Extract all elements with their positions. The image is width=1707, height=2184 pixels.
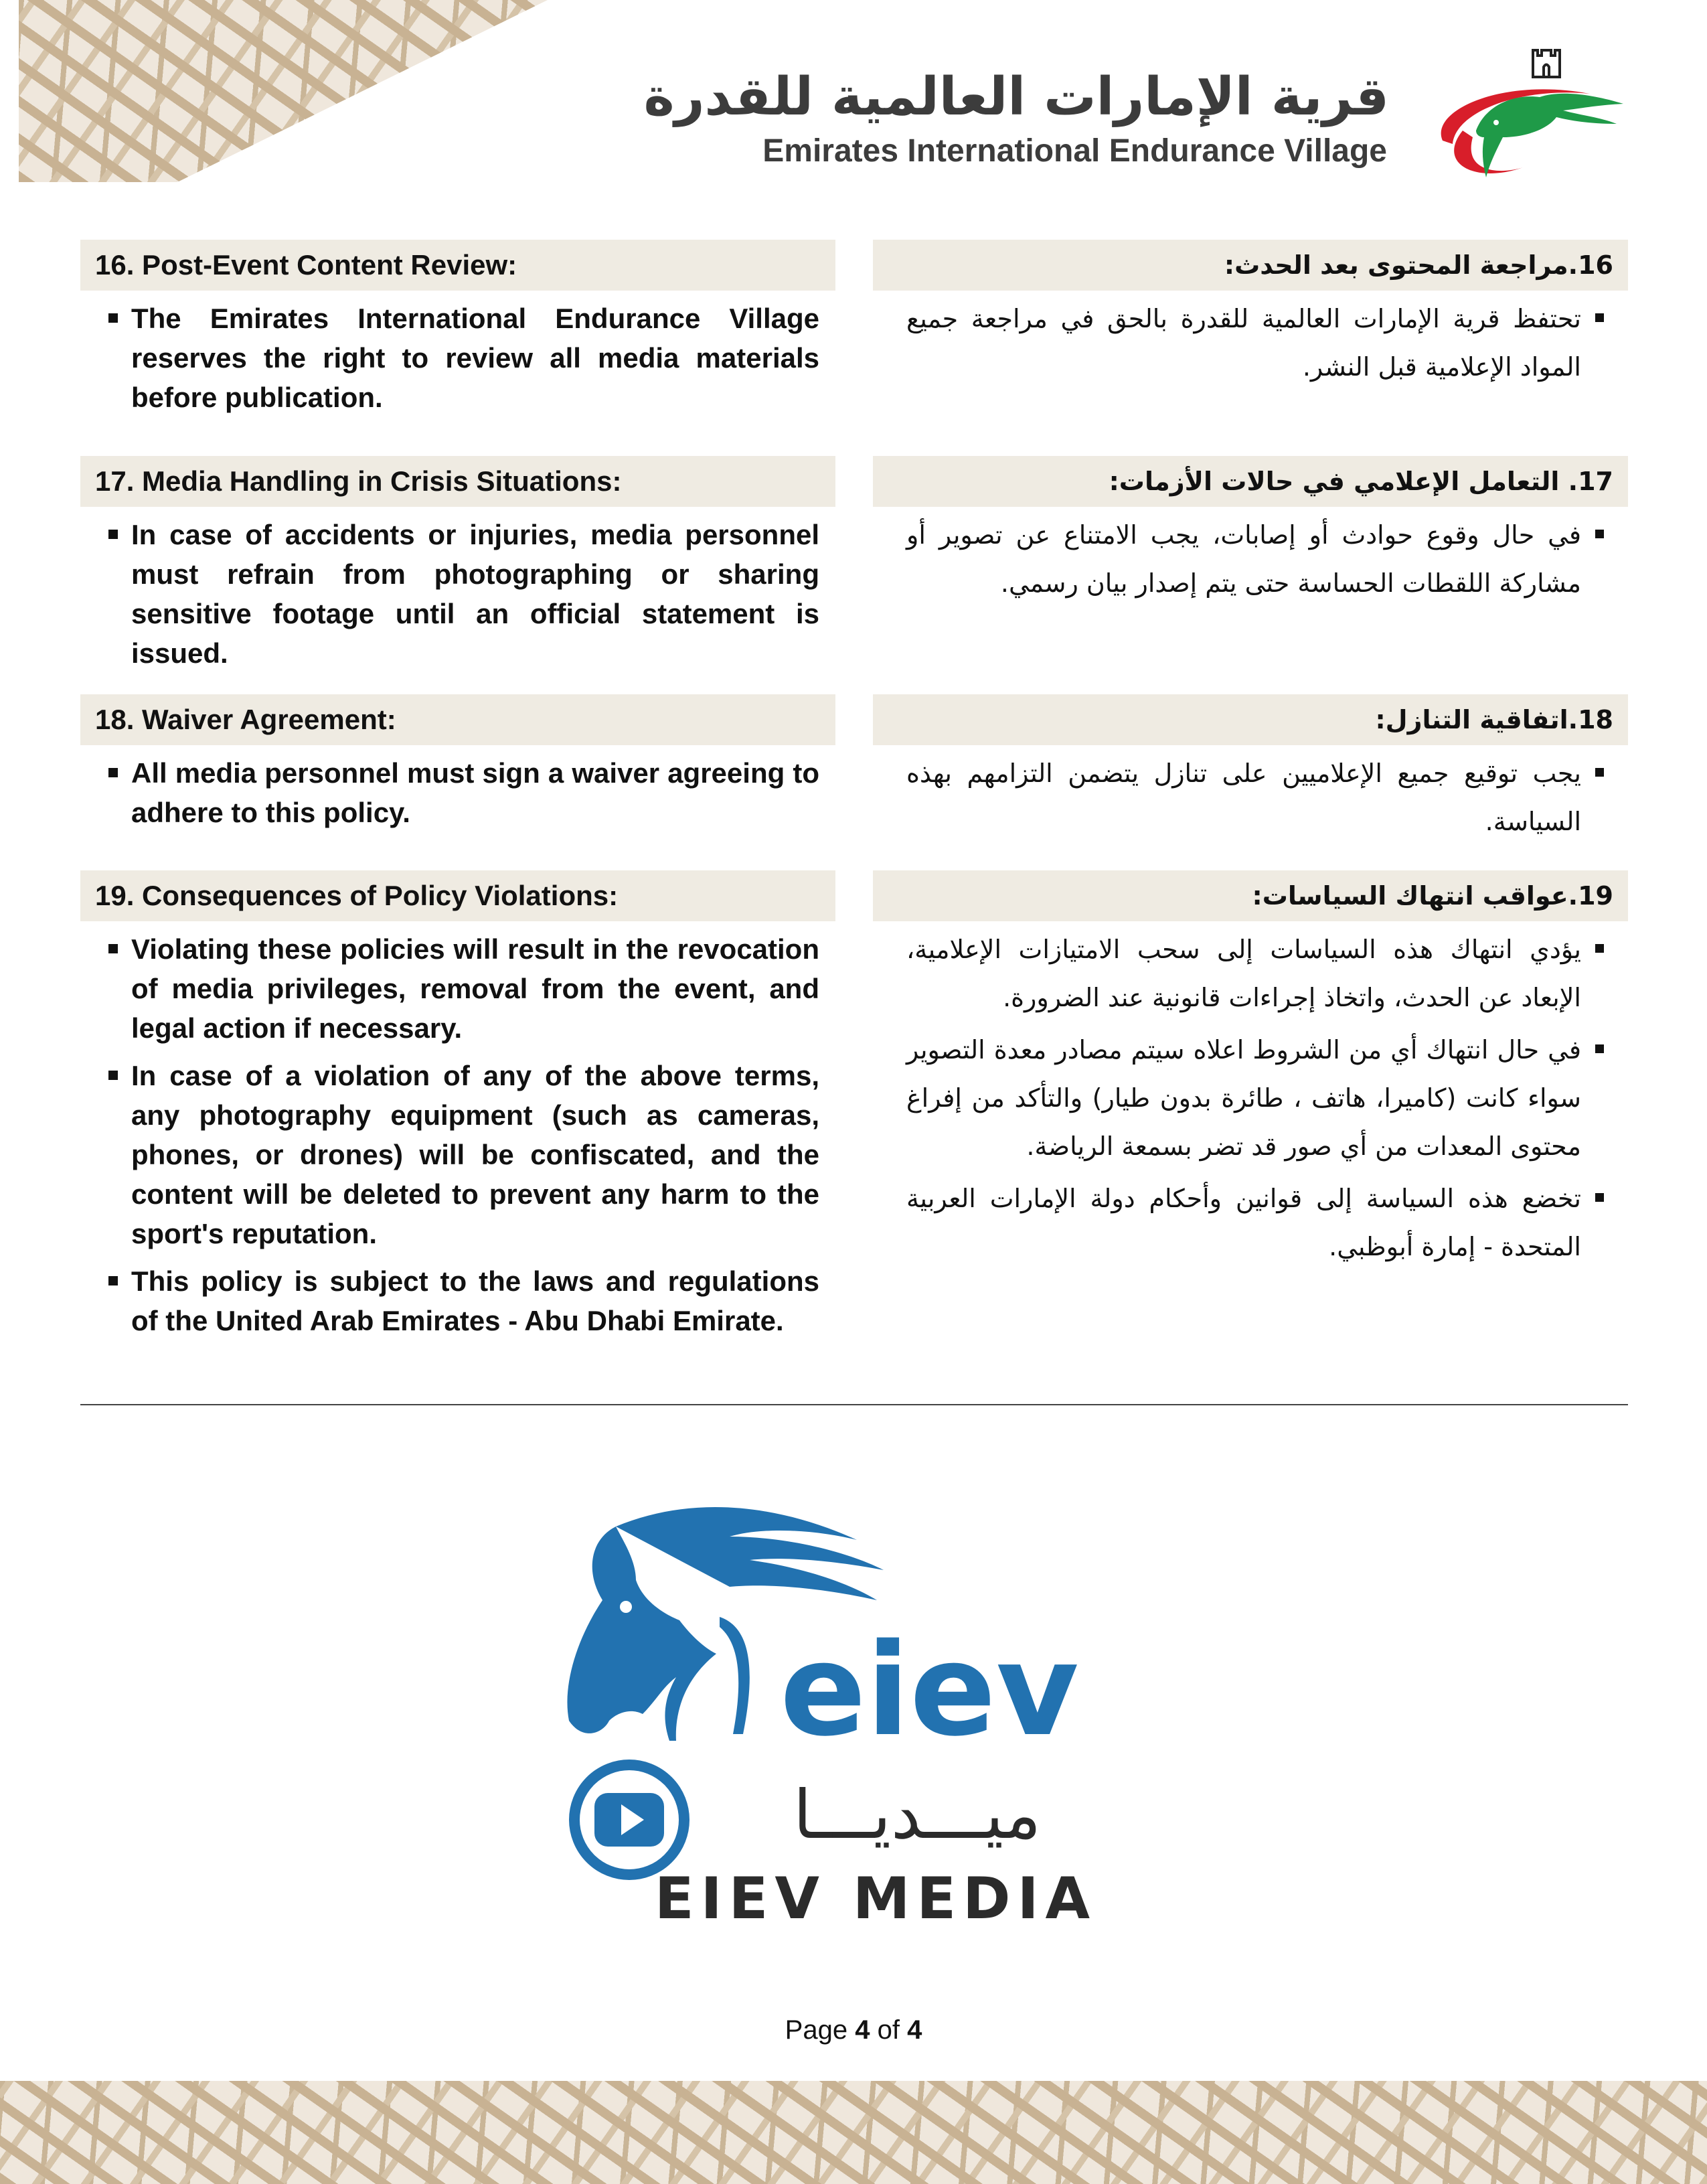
- list-item: This policy is subject to the laws and regulations of the United Arab Emirates - Abu Dhabi Emirate.: [80, 1261, 835, 1340]
- page-total: 4: [907, 2015, 922, 2045]
- section-19-english: [80, 870, 835, 1340]
- section-18-english: [80, 694, 835, 832]
- eiev-media-logo: [562, 1500, 1151, 1928]
- section-17-arabic: [873, 456, 1628, 607]
- list-item: In case of accidents or injuries, media personnel must refrain from photographing or sharing sensitive footage until an official statement is issued.: [80, 515, 835, 673]
- bullet-list: [873, 925, 1628, 1271]
- village-logo-icon: [1422, 30, 1637, 191]
- bullet-list: [873, 295, 1628, 391]
- bullet-list: [873, 511, 1628, 607]
- media-arabic-wordmark: ميـــديـــا: [793, 1776, 1042, 1854]
- section-heading: 17. Media Handling in Crisis Situations:: [80, 456, 835, 507]
- section-16-arabic: [873, 240, 1628, 391]
- list-item: All media personnel must sign a waiver agreeing to adhere to this policy.: [80, 753, 835, 832]
- eiev-wordmark: eiev: [780, 1616, 1079, 1764]
- section-18-arabic: [873, 694, 1628, 846]
- section-heading: 16. Post-Event Content Review:: [80, 240, 835, 291]
- section-17-english: [80, 456, 835, 673]
- section-19-arabic: [873, 870, 1628, 1271]
- list-item: The Emirates International Endurance Village reserves the right to review all media materials before publication.: [80, 299, 835, 417]
- page-of: of: [877, 2015, 900, 2045]
- header-title-arabic: قرية الإمارات العالمية للقدرة: [643, 67, 1389, 127]
- bullet-list: [80, 515, 835, 673]
- bullet-list: [873, 749, 1628, 846]
- section-16-english: [80, 240, 835, 417]
- list-item: في حال وقوع حوادث أو إصابات، يجب الامتناع عن تصوير أو مشاركة اللقطات الحساسة حتى يتم إصدار بيان رسمي.: [873, 511, 1628, 607]
- list-item: يجب توقيع جميع الإعلاميين على تنازل يتضمن التزامهم بهذه السياسة.: [873, 749, 1628, 846]
- section-heading: 18.اتفاقية التنازل:: [873, 694, 1628, 745]
- section-heading: 19.عواقب انتهاك السياسات:: [873, 870, 1628, 921]
- section-heading: 19. Consequences of Policy Violations:: [80, 870, 835, 921]
- section-divider: [80, 1404, 1628, 1405]
- section-heading: 18. Waiver Agreement:: [80, 694, 835, 745]
- footer-decorative-pattern: [0, 2081, 1707, 2184]
- bullet-list: [80, 929, 835, 1340]
- list-item: في حال انتهاك أي من الشروط اعلاه سيتم مصادر معدة التصوير سواء كانت (كاميرا، هاتف ، طائرة بدون طيار) والتأكد من إفراغ محتوى المعدات من أي صور قد تضر بسمعة الرياضة.: [873, 1026, 1628, 1170]
- section-heading: 17. التعامل الإعلامي في حالات الأزمات:: [873, 456, 1628, 507]
- list-item: يؤدي انتهاك هذه السياسات إلى سحب الامتيازات الإعلامية، الإبعاد عن الحدث، واتخاذ إجراءات قانونية عند الضرورة.: [873, 925, 1628, 1022]
- media-english-wordmark: EIEV MEDIA: [654, 1865, 1097, 1928]
- page-prefix: Page: [785, 2015, 848, 2045]
- header-title-english: Emirates International Endurance Village: [762, 133, 1387, 169]
- play-icon: [574, 1765, 684, 1875]
- header-decorative-pattern: [19, 0, 548, 182]
- bullet-list: [80, 753, 835, 832]
- page-current: 4: [855, 2015, 870, 2045]
- bullet-list: [80, 299, 835, 417]
- page-number: [0, 2015, 1707, 2045]
- list-item: تحتفظ قرية الإمارات العالمية للقدرة بالحق في مراجعة جميع المواد الإعلامية قبل النشر.: [873, 295, 1628, 391]
- list-item: Violating these policies will result in the revocation of media privileges, removal from the event, and legal action if necessary.: [80, 929, 835, 1048]
- list-item: تخضع هذه السياسة إلى قوانين وأحكام دولة الإمارات العربية المتحدة - إمارة أبوظبي.: [873, 1174, 1628, 1271]
- section-heading: 16.مراجعة المحتوى بعد الحدث:: [873, 240, 1628, 291]
- list-item: In case of a violation of any of the above terms, any photography equipment (such as cameras, phones, or drones) will be confiscated, and the content will be deleted to prevent any harm to the sport's reputation.: [80, 1056, 835, 1253]
